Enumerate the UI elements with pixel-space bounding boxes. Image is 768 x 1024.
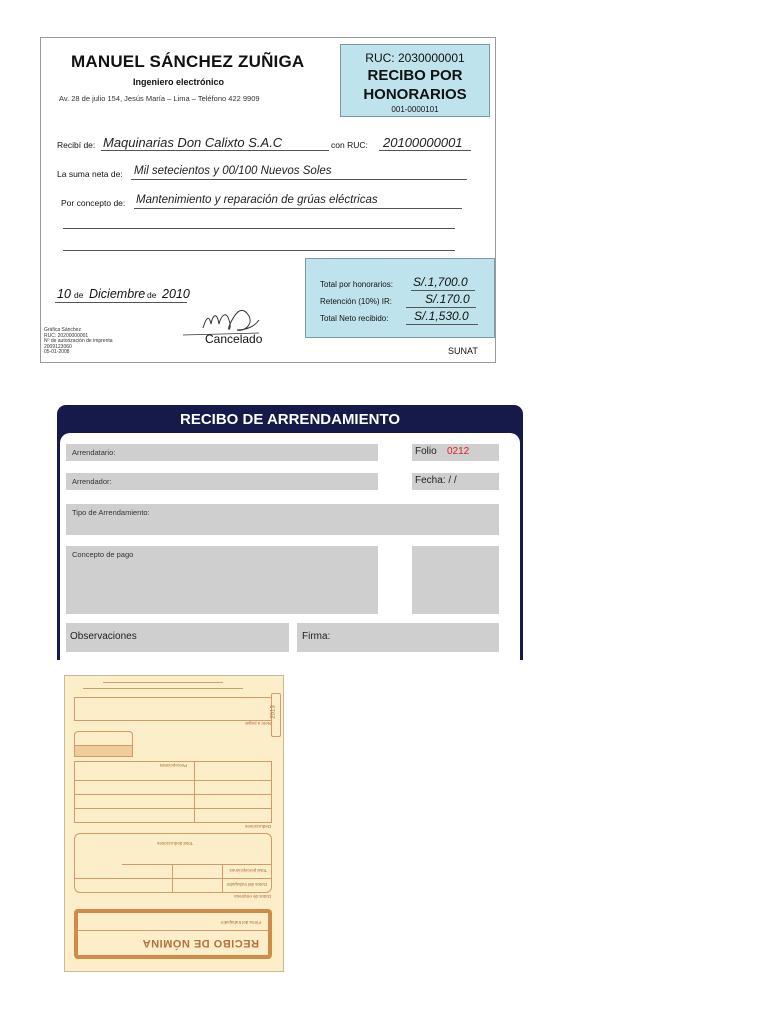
- nomina-line: Total percepciones: [229, 868, 267, 873]
- doc-title-line1: RECIBO POR: [367, 67, 463, 84]
- nomina-col-line: [194, 761, 195, 823]
- client-ruc-label: con RUC:: [331, 140, 368, 150]
- observations-label: Observaciones: [70, 631, 137, 642]
- nomina-side-box-fill: [74, 745, 133, 757]
- nomina-header-line: [103, 682, 223, 683]
- printer-line: 2009123060: [44, 343, 72, 350]
- amount-label: La suma neta de:: [57, 169, 123, 179]
- amount-underline: [131, 179, 467, 180]
- nomina-title: RECIBO DE NÓMINA: [142, 937, 259, 949]
- received-from-label: Recibí de:: [57, 140, 96, 150]
- landlord-label: Arrendador:: [72, 477, 112, 486]
- client-ruc-underline: [379, 150, 471, 151]
- concept-underline: [134, 208, 462, 209]
- doc-title-line2: HONORARIOS: [363, 86, 467, 103]
- nomina-row-line: [74, 878, 272, 879]
- nomina-line: Neto a pagar: [244, 721, 271, 726]
- nomina-box-2: [74, 761, 272, 823]
- folio-value: 0212: [447, 446, 470, 457]
- retention-label: Retención (10%) IR:: [320, 297, 393, 306]
- client-ruc-value: 20100000001: [383, 135, 463, 150]
- nomina-row-line: [122, 864, 272, 865]
- nomina-row-line: [74, 794, 272, 795]
- nomina-header-line: [83, 688, 243, 689]
- nomina-line: Deducciones: [244, 824, 271, 829]
- recibo-nomina: [64, 675, 284, 972]
- issuer-profession: Ingeniero electrónico: [133, 77, 225, 87]
- fees-underline: [411, 290, 475, 291]
- arrendamiento-title: RECIBO DE ARRENDAMIENTO: [179, 411, 400, 428]
- nomina-row-line: [74, 780, 272, 781]
- printer-info: [44, 328, 113, 356]
- retention-underline: [406, 307, 476, 308]
- fees-value: S/.1,700.0: [413, 275, 468, 289]
- nomina-line: Datos del trabajador: [226, 882, 267, 887]
- fees-label: Total por honorarios:: [320, 280, 393, 289]
- net-value: S/.1,530.0: [414, 309, 469, 323]
- printer-line: 05-01-2008: [44, 349, 70, 355]
- ruc-box: [340, 44, 490, 117]
- retention-value: S/.170.0: [425, 292, 470, 306]
- date-de-2: de: [147, 290, 157, 300]
- paid-label: Cancelado: [205, 332, 263, 346]
- concept-label: Por concepto de:: [61, 198, 126, 208]
- totals-box: [305, 258, 495, 338]
- recibo-honorarios: [40, 37, 496, 363]
- printer-line: Nº de autorización de imprenta: [44, 338, 113, 344]
- net-label: Total Neto recibido:: [320, 314, 389, 323]
- arrendamiento-body: [60, 433, 520, 660]
- nomina-line: Total deducciones: [156, 841, 193, 846]
- nomina-title-divider: [77, 930, 269, 931]
- received-from-underline: [101, 150, 329, 151]
- doc-number: 001-0000101: [391, 105, 439, 114]
- nomina-year: 2013: [270, 705, 277, 719]
- net-underline: [406, 324, 478, 325]
- issuer-name: MANUEL SÁNCHEZ ZUÑIGA: [71, 52, 305, 71]
- date-label: Fecha: / /: [415, 475, 457, 486]
- tenant-label: Arrendatario:: [72, 448, 116, 457]
- signature-label: Firma:: [302, 631, 331, 642]
- authority-label: SUNAT: [448, 346, 478, 356]
- date-month: Diciembre: [89, 287, 146, 301]
- nomina-box-3: [74, 697, 272, 721]
- nomina-col-line: [172, 865, 173, 893]
- date-de-1: de: [74, 290, 84, 300]
- printer-line: Gráfica Sánchez: [44, 327, 81, 333]
- landlord-field[interactable]: [66, 473, 378, 490]
- date-day: 10: [57, 287, 71, 301]
- received-from-value: Maquinarias Don Calixto S.A.C: [103, 135, 283, 150]
- date-underline: [55, 302, 187, 303]
- folio-label: Folio: [415, 446, 437, 457]
- concept-extra-line-2: [63, 250, 455, 251]
- concept-label: Concepto de pago: [72, 550, 134, 559]
- nomina-row-line: [74, 808, 272, 809]
- amount-field[interactable]: [412, 546, 499, 614]
- nomina-form-mirrored: [65, 676, 283, 971]
- date-year: 2010: [162, 287, 190, 301]
- type-label: Tipo de Arrendamiento:: [72, 508, 150, 517]
- recibo-arrendamiento: [57, 405, 523, 660]
- concept-extra-line-1: [63, 228, 455, 229]
- nomina-col-line: [222, 865, 223, 893]
- printer-line: RUC: 20200000001: [44, 332, 89, 339]
- amount-value: Mil setecientos y 00/100 Nuevos Soles: [134, 165, 332, 177]
- nomina-line: Percepciones: [159, 763, 187, 768]
- nomina-line: Datos de empresa: [234, 894, 271, 899]
- nomina-line: Firma del trabajador: [220, 920, 261, 925]
- nomina-title-frame: [74, 909, 272, 959]
- issuer-address: Av. 28 de julio 154, Jesús María – Lima – Teléfono 422 9909: [59, 94, 260, 103]
- ruc-label: RUC: 2030000001: [365, 51, 465, 65]
- concept-value: Mantenimiento y reparación de grúas eléctricas: [136, 194, 378, 206]
